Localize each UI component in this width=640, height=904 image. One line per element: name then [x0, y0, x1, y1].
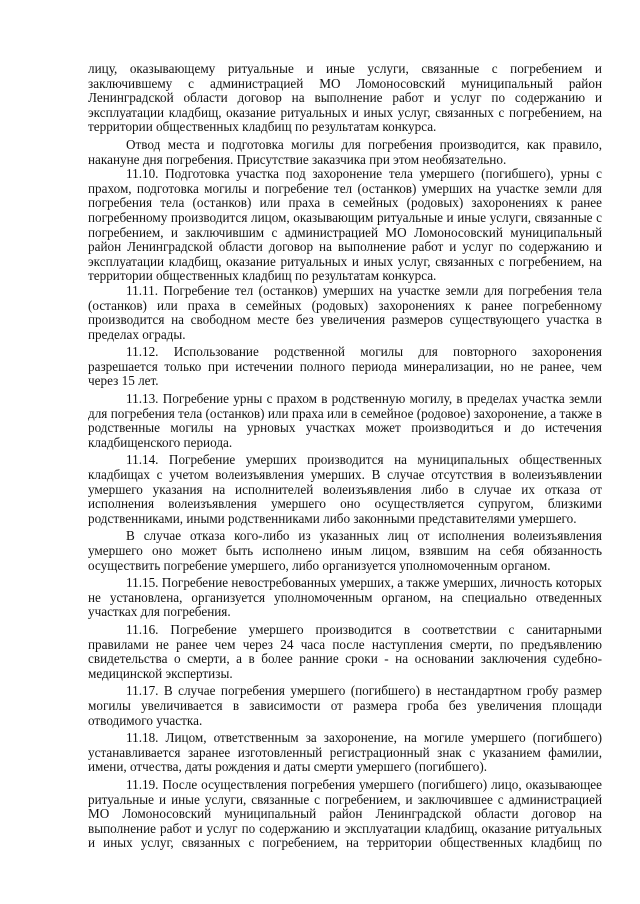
paragraph-11-18: 11.18. Лицом, ответственным за захоронение, на могиле умершего (погибшего) устанавливается заранее изготовленный регистрационный знак с указанием фамилии, имени, отчества, даты рождения и даты смерти умершего (погибшего).	[88, 730, 602, 775]
paragraph-11-19: 11.19. После осуществления погребения умершего (погибшего) лицо, оказывающее ритуальные и иные услуги, связанные с погребением, и заключившее с администрацией МО Ломоносовский муниципальный район Ленинградской области договор на выполнение работ и услуг по содержанию и эксплуатации кладбищ, оказание ритуальных и иных услуг, связанных с погребением, на территории общественных кладбищ по	[88, 776, 602, 851]
paragraph-11-13: 11.13. Погребение урны с прахом в родственную могилу, в пределах участка земли для погребения тела (останков) или праха или в семейное (родовое) захоронение, а также в родственные могилы на урновых участках может производиться и до истечения кладбищенского периода.	[88, 391, 602, 450]
paragraph-grave-allotment: Отвод места и подготовка могилы для погребения производится, как правило, накануне дня погребения. Присутствие заказчика при этом необязательно.	[88, 136, 602, 167]
paragraph-11-10: 11.10. Подготовка участка под захоронение тела умершего (погибшего), урны с прахом, подготовка могилы и погребение тел (останков) умерших на участке земли для погребения тела (останков) или праха в семейных (родовых) захоронениях к ранее погребенному производится лицом, оказывающим ритуальные и иные услуги, связанные с погребением, и заключившим с администрацией МО Ломоносовский муниципальный район Ленинградской области договор на выполнение работ и услуг по содержанию и эксплуатации кладбищ, оказание ритуальных и иных услуг, связанных с погребением, на территории общественных кладбищ по результатам конкурса.	[88, 166, 602, 284]
paragraph-continuation: лицу, оказывающему ритуальные и иные услуги, связанные с погребением и заключившему с администрацией МО Ломоносовский муниципальный район Ленинградской области договор на выполнение работ и услуг по содержанию и эксплуатации кладбищ, оказание ритуальных и иных услуг, связанных с погребением, на территории общественных кладбищ по результатам конкурса.	[88, 61, 602, 135]
paragraph-11-12: 11.12. Использование родственной могилы для повторного захоронения разрешается только при истечении полного периода минерализации, но не ранее, чем через 15 лет.	[88, 344, 602, 389]
paragraph-11-17: 11.17. В случае погребения умершего (погибшего) в нестандартном гробу размер могилы увеличивается в зависимости от размера гроба без увеличения площади отводимого участка.	[88, 683, 602, 728]
document-page	[88, 62, 602, 851]
paragraph-11-14: 11.14. Погребение умерших производится на муниципальных общественных кладбищах с учетом волеизъявления умерших. В случае отсутствия в волеизъявлении умершего указания на исполнителей волеизъявления либо в случае их отказа от исполнения волеизъявления умершего оно осуществляется супругом, близкими родственниками, иными родственниками либо законными представителями умершего.	[88, 452, 602, 526]
paragraph-refusal: В случае отказа кого-либо из указанных лиц от исполнения волеизъявления умершего оно может быть исполнено иным лицом, взявшим на себя обязанность осуществить погребение умершего, либо организуется уполномоченным органом.	[88, 528, 602, 573]
paragraph-11-16: 11.16. Погребение умершего производится в соответствии с санитарными правилами не ранее чем через 24 часа после наступления смерти, по предъявлению свидетельства о смерти, а в более ранние сроки - на основании заключения судебно-медицинской экспертизы.	[88, 621, 602, 681]
paragraph-11-11: 11.11. Погребение тел (останков) умерших на участке земли для погребения тела (останков) или праха в семейных (родовых) захоронениях к ранее погребенному производится на свободном месте без увеличения размеров существующего участка в пределах ограды.	[88, 282, 602, 342]
paragraph-11-15: 11.15. Погребение невостребованных умерших, а также умерших, личность которых не установлена, организуется уполномоченным органом, на специально отведенных участках для погребения.	[88, 575, 602, 620]
